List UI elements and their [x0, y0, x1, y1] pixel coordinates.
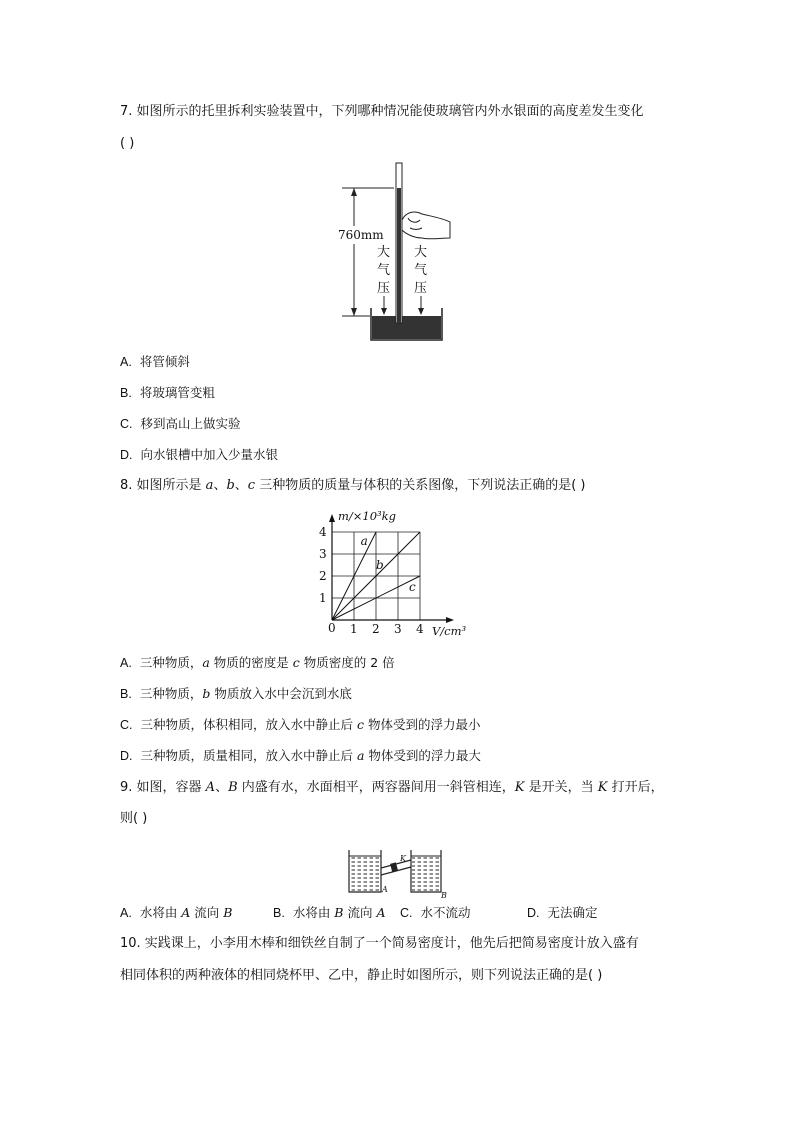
q9-option-d[interactable]	[527, 905, 598, 921]
chart-axes	[329, 514, 454, 623]
y-tick-label-2: 2	[319, 569, 327, 583]
right-pressure-char-1: 大	[414, 245, 428, 260]
q9-option-d-letter: D.	[527, 906, 540, 920]
q7-option-a[interactable]	[120, 354, 190, 370]
series-label-a: a	[360, 533, 368, 548]
q9-option-a-v1: A	[181, 905, 191, 920]
q8-option-c-pre: 三种物质，体积相同，放入水中静止后	[140, 717, 357, 732]
q8-option-d-mid: 物体受到的浮力最大	[364, 748, 481, 763]
q8-option-a-var: a	[202, 655, 210, 670]
q9-stem-var-a: A	[205, 780, 216, 795]
q8-option-d[interactable]	[120, 748, 481, 764]
q8-stem-var-b: b	[226, 478, 235, 493]
q9-option-b-v2: A	[376, 905, 386, 920]
q7-option-d[interactable]	[120, 447, 278, 463]
left-pressure-char-2: 气	[377, 263, 391, 278]
q7-option-b-letter: B.	[120, 386, 132, 400]
q10-stem-line1: 10. 实践课上，小李用木棒和细铁丝自制了一个简易密度计，他先后把简易密度计放入盛有	[120, 936, 639, 951]
right-pressure-char-2: 气	[414, 263, 428, 278]
chart-origin-label: 0	[328, 621, 336, 635]
q8-stem-var-c: c	[247, 478, 256, 493]
q9-option-b[interactable]	[273, 905, 385, 921]
q8-stem-sep2: 、	[234, 478, 248, 493]
chart-x-axis-label: V/cm³	[432, 624, 467, 638]
q8-option-a-mid: 物质的密度是	[209, 655, 293, 670]
hand-icon	[402, 212, 450, 239]
y-axis-arrow	[329, 514, 335, 522]
q9-option-b-v1: B	[334, 905, 344, 920]
q8-option-b-letter: B.	[120, 687, 132, 701]
q8-option-b[interactable]	[120, 686, 352, 702]
y-tick-label-1: 1	[319, 591, 327, 605]
q7-option-b-text: 将玻璃管变粗	[139, 385, 215, 400]
q9-option-c[interactable]	[400, 905, 471, 921]
torricelli-figure	[330, 158, 460, 344]
q8-option-c-mid: 物体受到的浮力最小	[364, 717, 481, 732]
x-axis-arrow	[446, 617, 454, 623]
x-tick-label-1: 1	[350, 622, 358, 636]
q8-option-a-letter: A.	[120, 656, 132, 670]
q9-stem-post: 打开后，	[607, 780, 664, 795]
x-tick-label-2: 2	[372, 622, 380, 636]
right-pressure-char-3: 压	[414, 281, 428, 296]
y-tick-label-3: 3	[319, 547, 327, 561]
container-b-label: B	[441, 891, 447, 898]
q8-option-a-pre: 三种物质，	[139, 655, 203, 670]
q8-stem-sep1: 、	[213, 478, 227, 493]
q7-stem-line1: 7. 如图所示的托里拆利实验装置中，下列哪种情况能使玻璃管内外水银面的高度差发生变化	[120, 104, 644, 119]
q7-option-a-letter: A.	[120, 355, 132, 369]
x-tick-label-3: 3	[394, 622, 402, 636]
q8-option-d-var: a	[356, 748, 365, 763]
q8-option-c-letter: C.	[120, 718, 133, 732]
q8-option-d-letter: D.	[120, 749, 133, 763]
q9-stem-line1	[120, 780, 664, 796]
q8-option-d-pre: 三种物质，质量相同，放入水中静止后	[140, 748, 357, 763]
q9-option-b-pre: 水将由	[292, 905, 335, 920]
q9-option-c-text: 水不流动	[420, 905, 471, 920]
q9-option-a[interactable]	[120, 905, 232, 921]
q9-stem-mid: 内盛有水，水面相平，两容器间用一斜管相连，	[237, 780, 515, 795]
q8-option-a-var2: c	[292, 655, 300, 670]
q9-option-d-text: 无法确定	[547, 905, 598, 920]
left-pressure-char-1: 大	[377, 245, 391, 260]
q8-option-b-var: b	[202, 686, 211, 701]
q8-option-c-var: c	[356, 717, 364, 732]
q8-option-b-mid: 物质放入水中会沉到水底	[210, 686, 352, 701]
q7-option-b[interactable]	[120, 385, 215, 401]
q8-option-b-pre: 三种物质，	[139, 686, 203, 701]
q7-option-a-text: 将管倾斜	[139, 354, 190, 369]
q9-stem-sep: 、	[215, 780, 229, 795]
q8-option-a-post: 物质密度的 2 倍	[299, 655, 395, 670]
q9-option-c-letter: C.	[400, 906, 413, 920]
q9-option-a-letter: A.	[120, 906, 132, 920]
mercury-in-trough	[372, 316, 441, 339]
mercury-in-tube	[397, 188, 401, 323]
mass-volume-chart	[310, 505, 480, 640]
q10-stem-line2: 相同体积的两种液体的相同烧杯甲、乙中，静止时如图所示，则下列说法正确的是( )	[120, 968, 603, 983]
connected-containers-figure	[345, 848, 450, 898]
left-pressure-char-3: 压	[377, 281, 391, 296]
container-a-water	[350, 856, 380, 891]
q7-answer-paren: ( )	[120, 136, 135, 151]
q8-stem-pre: 8. 如图所示是	[120, 478, 206, 493]
q7-option-c-letter: C.	[120, 417, 133, 431]
q8-stem	[120, 478, 586, 494]
q9-stem-var-b: B	[228, 780, 238, 795]
q9-stem-var-k2: K	[597, 780, 608, 795]
q9-stem-line2: 则( )	[120, 811, 148, 826]
y-tick-label-4: 4	[319, 525, 327, 539]
series-label-c: c	[409, 580, 416, 594]
q8-stem-post: 三种物质的质量与体积的关系图像，下列说法正确的是( )	[255, 478, 586, 493]
q9-stem-pre: 9. 如图，容器	[120, 780, 206, 795]
q8-option-c[interactable]	[120, 717, 480, 733]
q7-option-d-letter: D.	[120, 448, 133, 462]
chart-y-axis-label: m/×10³kg	[338, 509, 396, 523]
q7-option-c[interactable]	[120, 416, 241, 432]
q9-option-b-mid: 流向	[343, 905, 377, 920]
container-a-label: A	[382, 885, 388, 894]
q8-stem-var-a: a	[205, 478, 214, 493]
height-label: 760mm	[338, 228, 384, 242]
q7-option-d-text: 向水银槽中加入少量水银	[140, 447, 279, 462]
q8-option-a[interactable]	[120, 655, 395, 671]
q9-stem-var-k: K	[514, 780, 525, 795]
container-b-water	[412, 856, 440, 891]
q7-option-c-text: 移到高山上做实验	[140, 416, 241, 431]
series-label-b: b	[376, 558, 384, 572]
q9-option-a-pre: 水将由	[139, 905, 182, 920]
q9-stem-mid2: 是开关，当	[524, 780, 598, 795]
valve-k-label: K	[400, 854, 406, 863]
x-tick-label-4: 4	[416, 622, 424, 636]
q9-option-b-letter: B.	[273, 906, 285, 920]
q9-option-a-v2: B	[223, 905, 233, 920]
q9-option-a-mid: 流向	[190, 905, 224, 920]
